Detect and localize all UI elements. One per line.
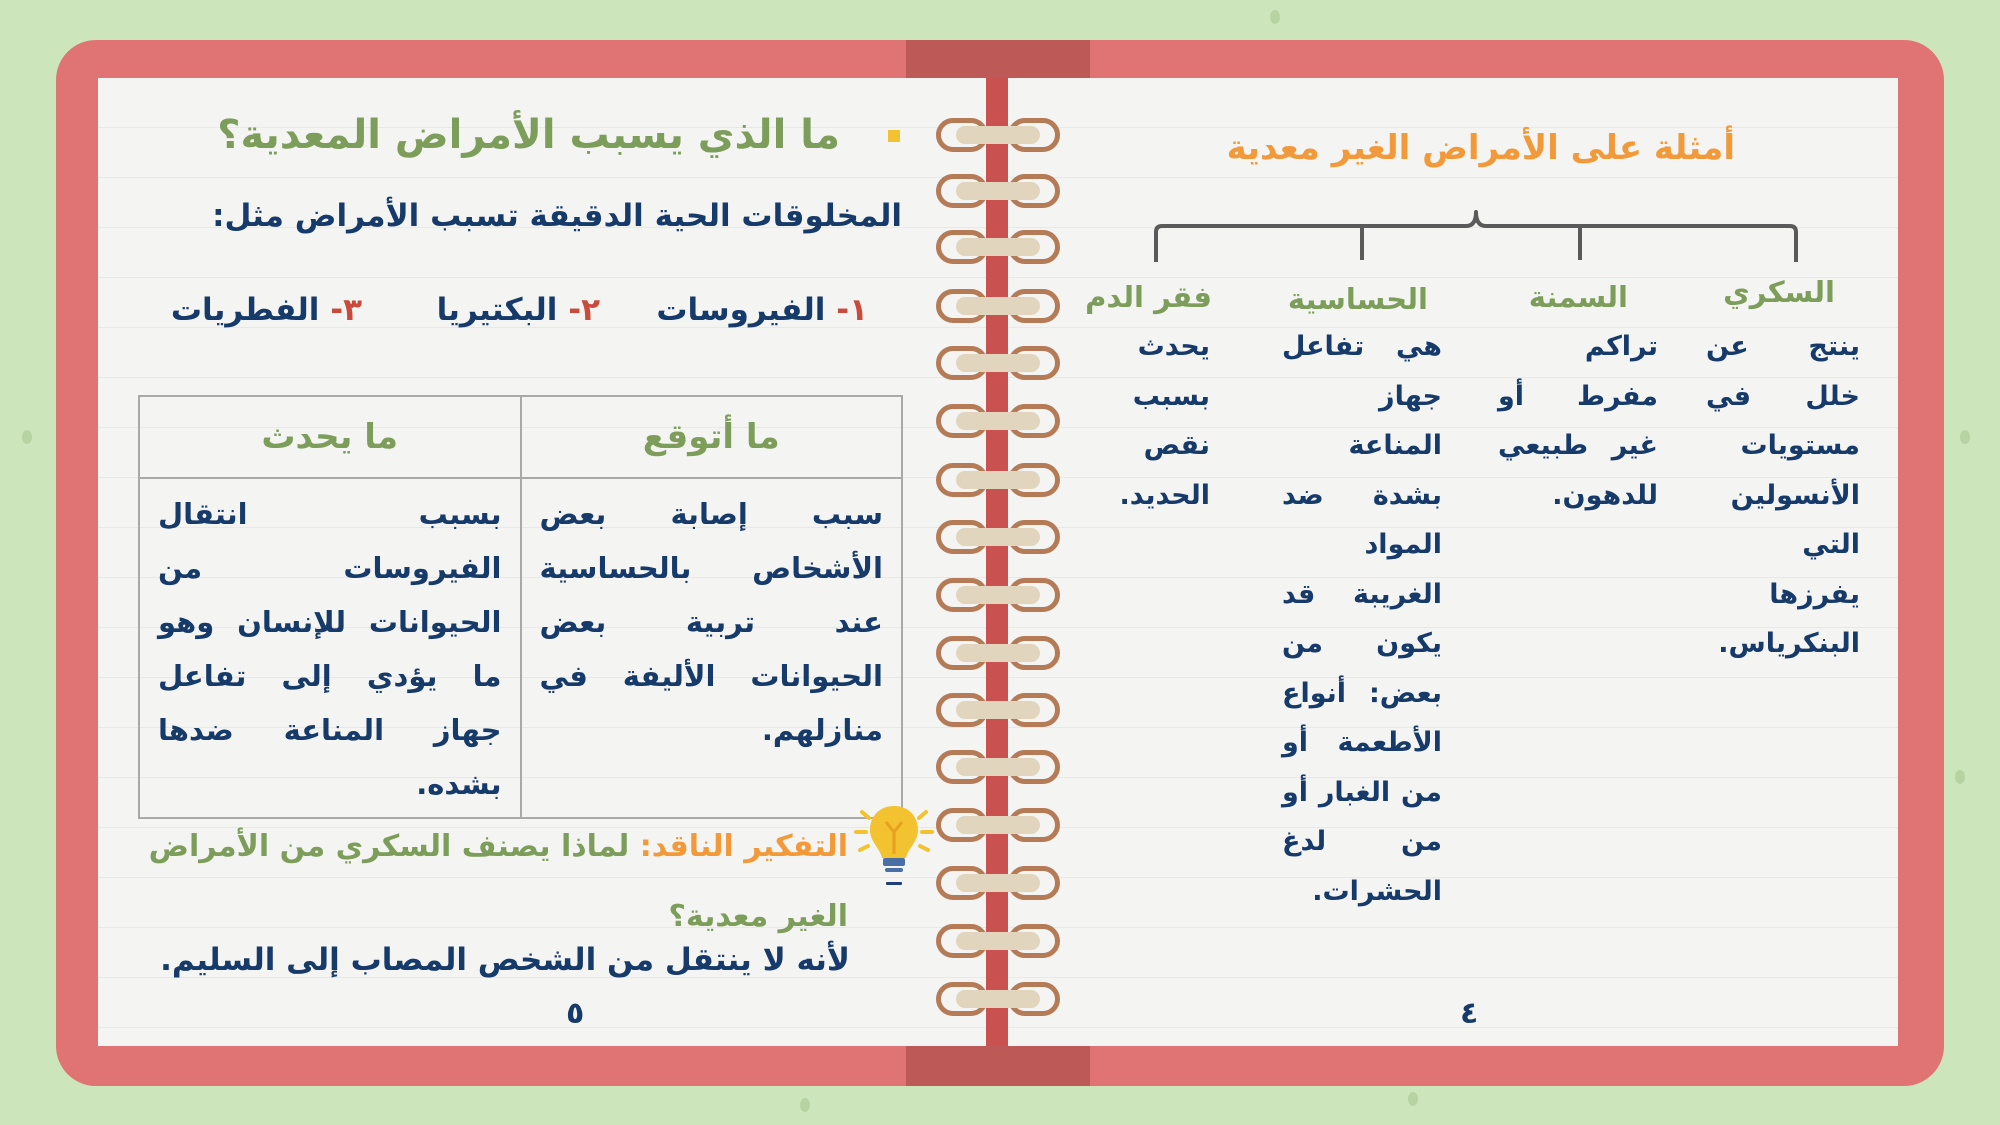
cause-label: الفيروسات bbox=[656, 292, 826, 328]
disease-name-obesity: السمنة bbox=[1528, 280, 1628, 314]
background-speck bbox=[1955, 770, 1965, 784]
disease-description-obesity: تراكم مفرط أو غير طبيعي للدهون. bbox=[1498, 331, 1658, 511]
square-bullet-icon bbox=[888, 130, 900, 142]
background-speck bbox=[1408, 1092, 1418, 1106]
disease-description-diabetes: ينتج عن خلل في مستويات الأنسولين التي يفرزها البنكرياس. bbox=[1706, 331, 1860, 659]
notebook-gutter bbox=[986, 78, 1008, 1046]
disease-description-anemia: يحدث بسبب نقص الحديد. bbox=[1119, 331, 1210, 511]
background-speck bbox=[800, 1098, 810, 1112]
spiral-ring bbox=[936, 578, 1060, 612]
disease-description-allergy: هي تفاعل جهاز المناعة بشدة ضد المواد الغريبة قد يكون من بعض: أنواع الأطعمة أو من الغبار أو من لدغ الحشرات. bbox=[1282, 331, 1442, 907]
spiral-ring bbox=[936, 289, 1060, 323]
table-cell-expect: سبب إصابة بعض الأشخاص بالحساسية عند تربية بعض الحيوانات الأليفة في منازلهم. bbox=[521, 478, 903, 818]
spiral-ring bbox=[936, 230, 1060, 264]
critical-thinking-answer: لأنه لا ينتقل من الشخص المصاب إلى السليم. bbox=[160, 942, 850, 978]
spiral-ring bbox=[936, 174, 1060, 208]
spiral-ring bbox=[936, 924, 1060, 958]
intro-text: المخلوقات الحية الدقيقة تسبب الأمراض مثل: bbox=[212, 198, 902, 234]
notebook-spine bbox=[906, 40, 1090, 80]
disease-name-diabetes: السكري bbox=[1723, 275, 1835, 309]
left-page-heading: ما الذي يسبب الأمراض المعدية؟ bbox=[217, 112, 840, 158]
spiral-ring bbox=[936, 982, 1060, 1016]
spiral-ring bbox=[936, 693, 1060, 727]
disease-name-anemia: فقر الدم bbox=[1085, 280, 1212, 314]
spiral-ring bbox=[936, 750, 1060, 784]
cause-number: ٣- bbox=[330, 292, 362, 328]
disease-name-allergy: الحساسية bbox=[1287, 282, 1428, 316]
prediction-table bbox=[138, 395, 903, 819]
spiral-ring bbox=[936, 118, 1060, 152]
table-header-happens: ما يحدث bbox=[139, 396, 521, 478]
table-header-expect: ما أتوقع bbox=[521, 396, 903, 478]
critical-thinking-block bbox=[140, 812, 848, 952]
spiral-ring bbox=[936, 520, 1060, 554]
spiral-ring bbox=[936, 404, 1060, 438]
cause-number: ٢- bbox=[568, 292, 600, 328]
bracket-connector bbox=[1150, 190, 1800, 270]
background-speck bbox=[1960, 430, 1970, 444]
notebook-spine bbox=[906, 1046, 1090, 1086]
background-speck bbox=[1270, 10, 1280, 24]
critical-thinking-question: لماذا يصنف السكري من الأمراض الغير معدية؟ bbox=[148, 829, 848, 934]
spiral-ring bbox=[936, 463, 1060, 497]
background-speck bbox=[22, 430, 32, 444]
lightbulb-icon bbox=[850, 798, 938, 890]
cause-item-bacteria bbox=[437, 292, 600, 328]
table-cell-happens: بسبب انتقال الفيروسات من الحيوانات للإنسان وهو ما يؤدي إلى تفاعل جهاز المناعة ضدها بشده. bbox=[139, 478, 521, 818]
cause-number: ١- bbox=[836, 292, 868, 328]
spiral-ring bbox=[936, 346, 1060, 380]
page-number-right: ٤ bbox=[1460, 996, 1479, 1031]
cause-label: الفطريات bbox=[170, 292, 320, 328]
spiral-ring bbox=[936, 866, 1060, 900]
cause-label: البكتيريا bbox=[436, 292, 558, 328]
page-number-left: ٥ bbox=[566, 996, 585, 1031]
spiral-ring bbox=[936, 636, 1060, 670]
right-page-title: أمثلة على الأمراض الغير معدية bbox=[1226, 128, 1735, 168]
cause-item-viruses bbox=[656, 292, 868, 328]
critical-thinking-label: التفكير الناقد: bbox=[639, 829, 848, 864]
cause-item-fungi bbox=[171, 292, 362, 328]
spiral-ring bbox=[936, 808, 1060, 842]
